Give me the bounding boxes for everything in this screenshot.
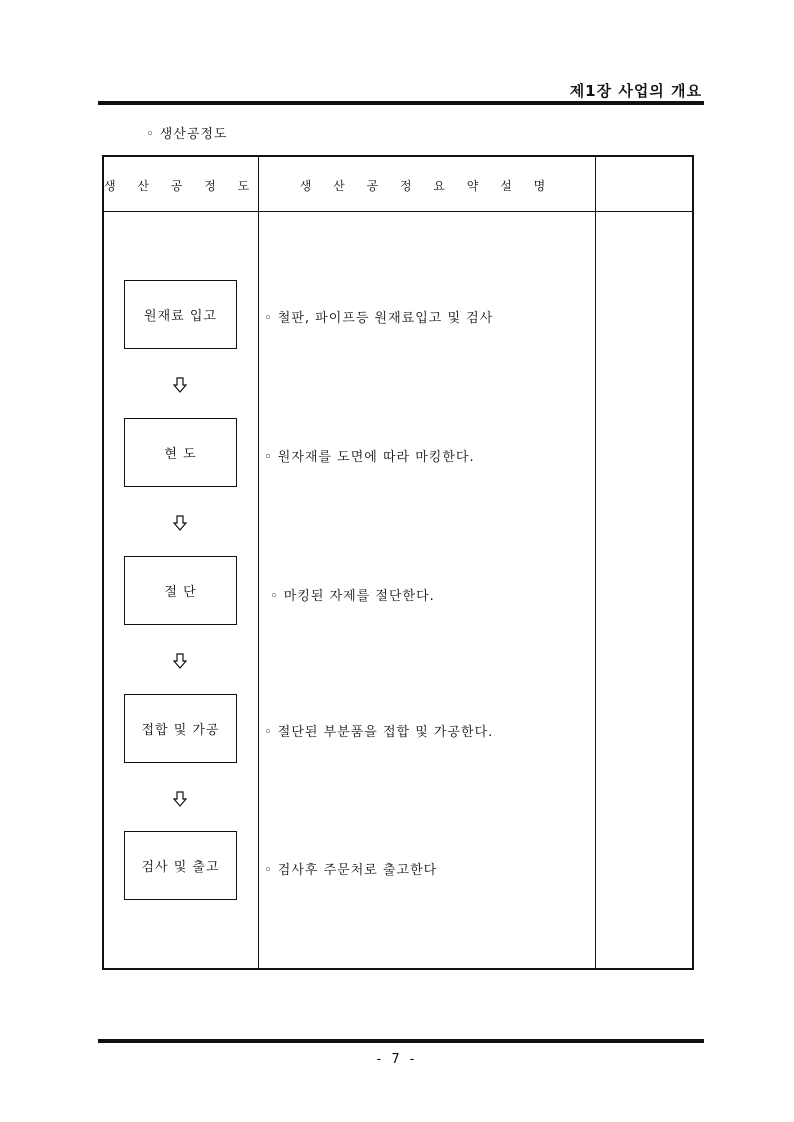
step-description: ◦ 철판, 파이프등 원재료입고 및 검사: [264, 311, 494, 326]
step-description: ◦ 원자재를 도면에 따라 마킹한다.: [264, 450, 475, 465]
column-divider: [258, 157, 259, 968]
step-label: 원재료 입고: [144, 309, 217, 324]
down-arrow-icon: [173, 653, 187, 669]
down-arrow-icon: [173, 377, 187, 393]
page-number: - 7 -: [376, 1052, 418, 1067]
step-label: 절 단: [164, 585, 197, 600]
header-rule: [98, 101, 704, 105]
step-description: ◦ 검사후 주문처로 출고한다: [264, 863, 438, 878]
step-description: ◦ 마킹된 자제를 절단한다.: [270, 589, 435, 604]
step-label: 접합 및 가공: [141, 723, 220, 738]
down-arrow-icon: [173, 791, 187, 807]
chapter-title: 제1장 사업의 개요: [569, 82, 702, 100]
step-box-raw-material-intake: [124, 280, 237, 349]
step-box-inspection-shipping: [124, 831, 237, 900]
step-box-joining-processing: [124, 694, 237, 763]
step-label: 검사 및 출고: [141, 860, 220, 875]
step-box-cutting: [124, 556, 237, 625]
header-divider: [104, 211, 692, 212]
step-box-layout: [124, 418, 237, 487]
column-header-process-chart: 생 산 공 정 도: [104, 179, 259, 193]
step-description: ◦ 절단된 부분품을 접합 및 가공한다.: [264, 725, 494, 740]
process-table: [102, 155, 694, 970]
down-arrow-icon: [173, 515, 187, 531]
section-title: ◦ 생산공정도: [146, 127, 228, 142]
column-header-process-summary: 생 산 공 정 요 약 설 명: [299, 179, 555, 193]
column-divider: [595, 157, 596, 968]
step-label: 현 도: [164, 447, 197, 462]
footer-rule: [98, 1039, 704, 1043]
